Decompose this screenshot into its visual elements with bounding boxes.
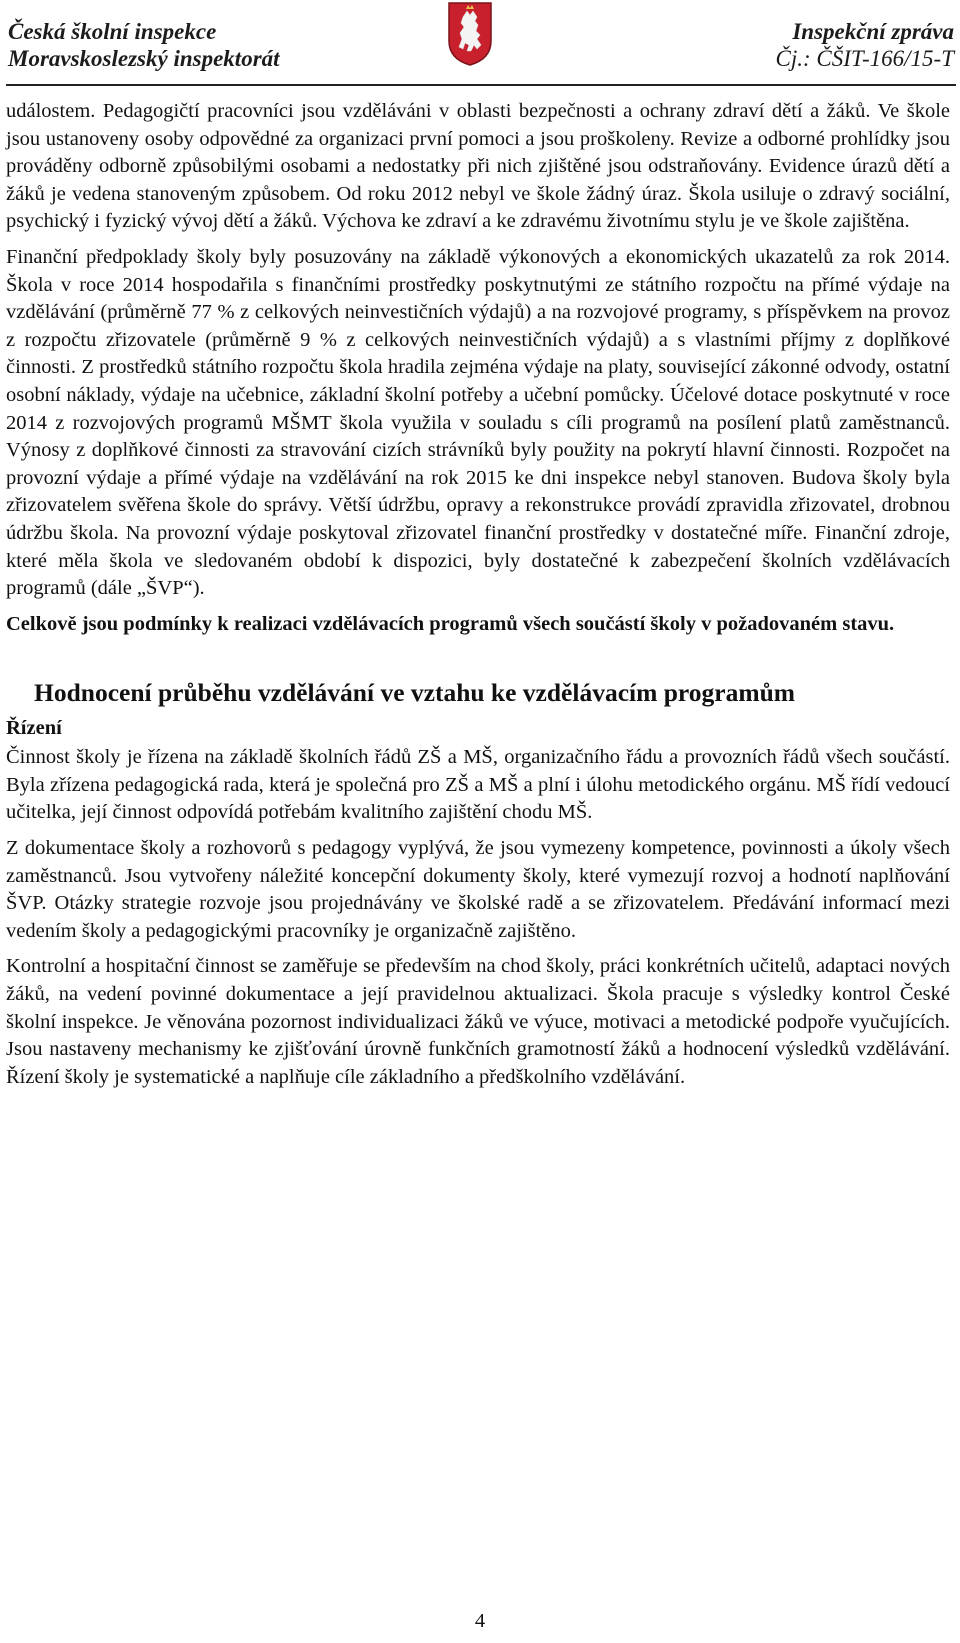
paragraph-control: Kontrolní a hospitační činnost se zaměřuje se především na chod školy, práci konkrétních učitelů, adaptaci nových žáků, na vedení povinné dokumentace a její pravidelnou aktualizaci. Škola pracuje s výsledky kontrol České školní inspekce. Je věnována pozornost individualizaci žáků ve výuce, motivaci a metodické podpoře vyučujících. Jsou nastaveny mechanismy ke zjišťování úrovně funkčních gramotností žáků a hodnocení výsledků vzdělávání. Řízení školy je systematické a naplňuje cíle základního a předškolního vzdělávání. (6, 955, 950, 1088)
paragraph-finance: Finanční předpoklady školy byly posuzovány na základě výkonových a ekonomických ukazatelů za rok 2014. Škola v roce 2014 hospodařila s finančními prostředky poskytnutými ze státního rozpočtu na přímé výdaje na vzdělávání (průměrně 77 % z celkových neinvestičních výdajů) a na rozvojové programy, s příspěvkem na provoz z rozpočtu zřizovatele (průměrně 9 % z celkových neinvestičních výdajů) a s vlastními příjmy z doplňkové činnosti. Z prostředků státního rozpočtu škola hradila zejména výdaje na platy, související zákonné odvody, ostatní osobní náklady, výdaje na učebnice, základní školní potřeby a učební pomůcky. Účelové dotace poskytnuté v roce 2014 z rozvojových programů MŠMT škola využila v souladu s cíli programů na posílení platů zaměstnanců. Výnosy z doplňkové činnosti za stravování cizích strávníků byly použity na pokrytí hlavní činnosti. Rozpočet na provozní výdaje a přímé výdaje na vzdělávání na rok 2015 ke dni inspekce nebyl stanoven. Budova školy byla zřizovatelem svěřena škole do správy. Větší údržbu, opravy a rekonstrukce provádí zpravidla zřizovatel, drobnou údržbu škola. Na provozní výdaje poskytoval zřizovatel finanční prostředky v dostatečné míře. Finanční zdroje, které měla škola ve sledovaném období k dispozici, byly dostatečné k zabezpečení školních vzdělávacích programů (dále „ŠVP“). (6, 245, 950, 600)
page-header (0, 0, 960, 86)
document-body (6, 98, 950, 1099)
header-right (776, 18, 954, 72)
header-left (8, 18, 280, 72)
header-report-title: Inspekční zpráva (792, 19, 954, 44)
header-reference-number: Čj.: ČŠIT-166/15-T (775, 46, 954, 71)
header-org-name: Česká školní inspekce (8, 19, 217, 44)
paragraph-management: Činnost školy je řízena na základě školních řádů ZŠ a MŠ, organizačního řádu a provozních řádů všech součástí. Byla zřízena pedagogická rada, která je společná pro ZŠ a MŠ a plní i úlohu metodického orgánu. MŠ řídí vedoucí učitelka, její činnost odpovídá potřebám kvalitního zajištění chodu MŠ. (6, 746, 950, 824)
section-heading: Hodnocení průběhu vzdělávání ve vztahu ke vzdělávacím programům (34, 678, 796, 708)
czech-lion-coat-of-arms-icon (447, 1, 493, 67)
paragraph-conclusion: Celkově jsou podmínky k realizaci vzdělávacích programů všech součástí školy v požadovaném stavu. (6, 612, 895, 635)
header-divider (6, 84, 956, 86)
subsection-heading: Řízení (6, 717, 62, 740)
paragraph-documentation: Z dokumentace školy a rozhovorů s pedagogy vyplývá, že jsou vymezeny kompetence, povinnosti a úkoly všech zaměstnanců. Jsou vytvořeny náležité koncepční dokumenty školy, které vymezují rozvoj a hodnotí naplňování ŠVP. Otázky strategie rozvoje jsou projednávány ve školské radě a se zřizovatelem. Předávání informací mezi vedením školy a pedagogickými pracovníky je organizačně zajištěno. (6, 837, 950, 942)
paragraph-safety: událostem. Pedagogičtí pracovníci jsou vzděláváni v oblasti bezpečnosti a ochrany zdraví dětí a žáků. Ve škole jsou ustanoveny osoby odpovědné za organizaci první pomoci a jsou proškoleny. Revize a odborné prohlídky jsou prováděny odborně způsobilými osobami a nedostatky při nich zjištěné jsou odstraňovány. Evidence úrazů dětí a žáků je vedena stanoveným způsobem. Od roku 2012 nebyl ve škole žádný úraz. Škola usiluje o zdravý sociální, psychický i fyzický vývoj dětí a žáků. Výchova ke zdraví a ke zdravému životnímu stylu je ve škole zajištěna. (6, 100, 950, 233)
page-number: 4 (474, 1610, 486, 1632)
header-inspectorate: Moravskoslezský inspektorát (8, 46, 280, 71)
